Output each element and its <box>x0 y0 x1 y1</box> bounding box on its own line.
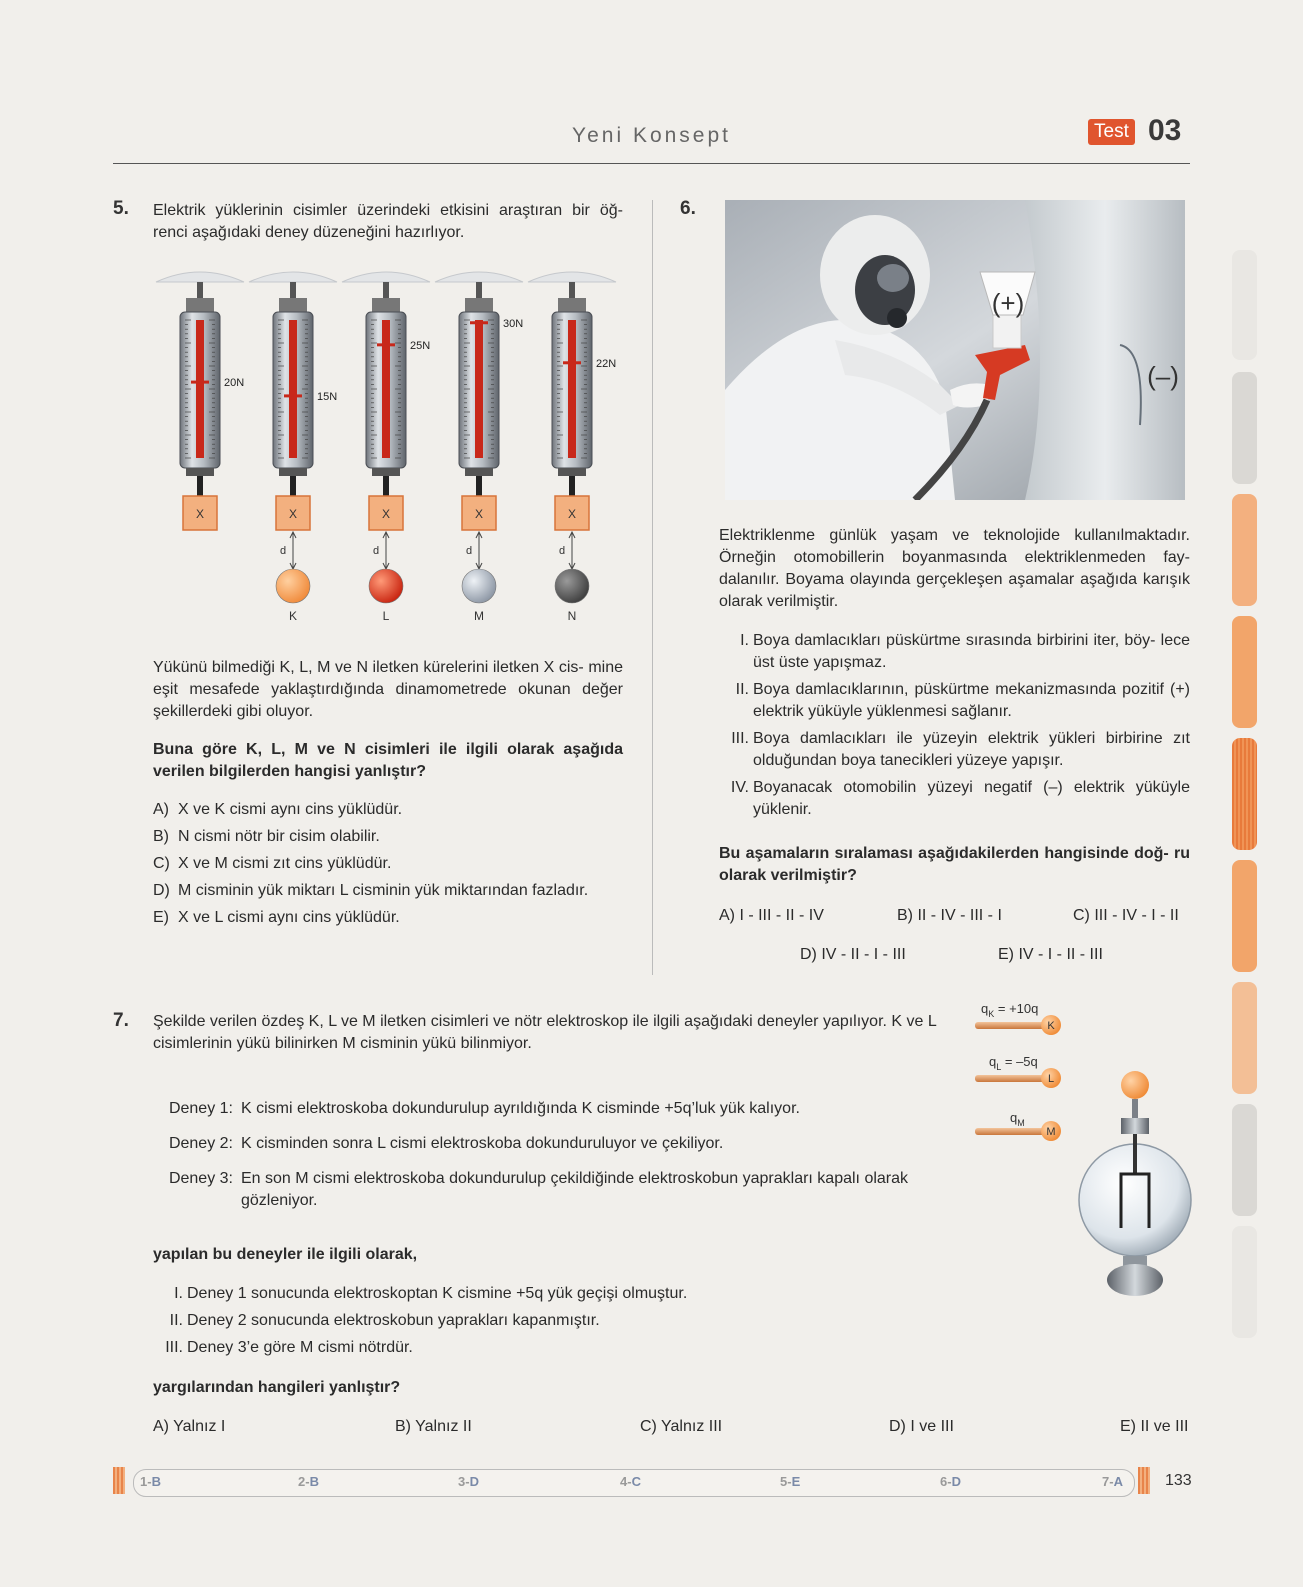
header-divider <box>113 163 1190 164</box>
step-text: Boya damlacıkları ile yüzeyin elektrik yükleri birbirine zıt olduğundan boya tanecikleri yüzeye yapışır. <box>753 730 1190 769</box>
ball-label: M <box>1046 1126 1056 1138</box>
charge-symbol: q <box>989 1054 997 1069</box>
experiment-label: Deney 2: <box>168 1135 233 1152</box>
q7-option-b[interactable]: B) Yalnız II <box>395 1418 472 1435</box>
option-a[interactable] <box>153 799 633 821</box>
option-key: A) <box>153 801 169 818</box>
distance-label: d <box>372 545 380 557</box>
sphere-label: L <box>382 609 390 623</box>
dynamometer <box>342 272 430 623</box>
negative-label: (–) <box>1147 361 1179 391</box>
q7-option-d[interactable]: D) I ve III <box>889 1418 954 1435</box>
answer-letter: A <box>1113 1474 1123 1489</box>
side-tab[interactable] <box>1232 860 1257 972</box>
experiment-text: En son M cismi elektroskoba dokundurulup çekildiğinde elektroskobun yaprakları kapalı olarak gözleniyor. <box>241 1170 909 1209</box>
option-e[interactable] <box>153 907 633 929</box>
question-7-number: 7. <box>113 1010 129 1031</box>
answer-number: 3- <box>458 1474 470 1489</box>
running-header: Yeni Konsept <box>572 124 731 147</box>
test-badge: Test <box>1088 119 1135 145</box>
answer-letter: E <box>791 1474 801 1489</box>
charge-symbol: q <box>1010 1110 1018 1125</box>
experiment-text: K cisminden sonra L cismi elektroskoba dokunduruluyor ve çekiliyor. <box>241 1135 724 1152</box>
block-label: X <box>381 507 391 521</box>
step-number: III. <box>731 730 749 747</box>
experiment-text: K cismi elektroskoba dokundurulup ayrıldığında K cisminde +5q’luk yük kalıyor. <box>241 1100 800 1117</box>
answer-letter: D <box>951 1474 961 1489</box>
step-text: Boyanacak otomobilin yüzeyi negatif (–) elektrik yüküyle yüklenir. <box>753 779 1190 818</box>
footer-stripe-right <box>1138 1467 1150 1494</box>
option-key: C) <box>153 855 170 872</box>
pointer <box>284 394 302 397</box>
experiment-label: Deney 3: <box>168 1170 233 1187</box>
step-number: IV. <box>730 779 749 796</box>
answer-letter: B <box>309 1474 319 1489</box>
option-text: M cisminin yük miktarı L cisminin yük miktarından fazladır. <box>178 882 589 899</box>
charge-subscript: M <box>1017 1118 1025 1128</box>
answer-7 <box>1102 1474 1123 1489</box>
step-i <box>719 630 1190 674</box>
option-c[interactable] <box>153 853 633 875</box>
question-6-number: 6. <box>680 198 696 219</box>
block-label: X <box>195 507 205 521</box>
sphere-l <box>369 569 403 603</box>
side-tab[interactable] <box>1232 616 1257 728</box>
charge-value: = +10q <box>994 1001 1039 1016</box>
side-tab[interactable] <box>1232 494 1257 606</box>
statement-text: Deney 3’e göre M cismi nötrdür. <box>187 1339 413 1356</box>
answer-letter: D <box>469 1474 479 1489</box>
experiment-2 <box>153 1133 973 1155</box>
question-5-body: Yükünü bilmediği K, L, M ve N iletken kürelerini iletken X cis- mine eşit mesafede yaklaştırdığında dinamometrede okunan değer şekillerdeki gibi oluyor. <box>153 659 623 720</box>
dynamometer <box>435 272 523 623</box>
step-iv <box>719 777 1190 821</box>
question-6-steps <box>719 630 1190 826</box>
sphere-label: N <box>567 609 577 623</box>
side-tab[interactable] <box>1232 250 1257 360</box>
question-7-statements <box>153 1283 933 1364</box>
block-label: X <box>474 507 484 521</box>
statement-number: II. <box>169 1312 183 1329</box>
svg-text:qM <box>1010 1110 1025 1128</box>
block-label: X <box>288 507 298 521</box>
test-number: 03 <box>1148 114 1182 147</box>
sphere-n <box>555 569 589 603</box>
question-7-prompt: yargılarından hangileri yanlıştır? <box>153 1379 401 1396</box>
pointer <box>470 321 488 324</box>
q6-option-d[interactable]: D) IV - II - I - III <box>800 946 906 963</box>
answer-number: 2- <box>298 1474 310 1489</box>
answer-3 <box>458 1474 479 1489</box>
ball-label: K <box>1047 1020 1055 1032</box>
statement-number: I. <box>174 1285 183 1302</box>
option-key: D) <box>153 882 170 899</box>
charge-subscript: K <box>988 1009 995 1019</box>
electroscope-base <box>1107 1264 1163 1296</box>
statement-text: Deney 2 sonucunda elektroskobun yaprakları kapanmıştır. <box>187 1312 600 1329</box>
svg-text:qK = +10q <box>981 1001 1038 1019</box>
statement-iii <box>153 1337 933 1359</box>
step-ii <box>719 679 1190 723</box>
q7-option-e[interactable]: E) II ve III <box>1120 1418 1189 1435</box>
dynamometer <box>156 272 244 530</box>
electroscope <box>1079 1071 1191 1296</box>
q7-option-c[interactable]: C) Yalnız III <box>640 1418 723 1435</box>
step-number: I. <box>740 632 749 649</box>
question-6-intro: Elektriklenme günlük yaşam ve teknolojide kullanılmaktadır. Örneğin otomobillerin boyanmasında elektriklenmeden fay- dalanılır. Boyama olayında gerçekleşen aşamalar aşağıda karışık olarak verilmiştir. <box>719 527 1190 610</box>
answer-number: 7- <box>1102 1474 1114 1489</box>
side-tab[interactable] <box>1232 372 1257 484</box>
pointer <box>377 343 395 346</box>
q6-option-a[interactable]: A) I - III - II - IV <box>719 907 824 924</box>
answer-4 <box>620 1474 641 1489</box>
rod-l <box>975 1054 1061 1088</box>
statement-text: Deney 1 sonucunda elektroskoptan K cismine +5q yük geçişi olmuştur. <box>187 1285 688 1302</box>
electroscope-knob <box>1121 1071 1149 1099</box>
dynamometer-figure <box>150 262 630 632</box>
side-tab[interactable] <box>1232 982 1257 1094</box>
step-iii <box>719 728 1190 772</box>
dynamometer-reading: 25N <box>410 339 431 352</box>
answer-1 <box>140 1474 161 1489</box>
side-tab-active[interactable] <box>1232 738 1257 850</box>
question-7-intro: Şekilde verilen özdeş K, L ve M iletken cisimleri ve nötr elektroskop ile ilgili aşağıdaki deneyler yapılıyor. K ve L cisimlerinin yükü bilinirken M cisminin yükü bilinmiyor. <box>153 1013 937 1052</box>
answer-letter: B <box>151 1474 161 1489</box>
question-5-number: 5. <box>113 198 129 219</box>
rod-k <box>975 1001 1061 1035</box>
experiment-label: Deney 1: <box>168 1100 233 1117</box>
sphere-label: K <box>288 609 298 623</box>
option-text: X ve M cismi zıt cins yüklüdür. <box>178 855 392 872</box>
dynamometer <box>528 272 616 623</box>
car-painting-photo <box>725 200 1185 500</box>
distance-label: d <box>558 545 566 557</box>
charge-symbol: q <box>981 1001 989 1016</box>
dynamometer-reading: 20N <box>224 377 245 390</box>
car-body <box>1025 200 1185 500</box>
question-5-prompt: Buna göre K, L, M ve N cisimleri ile ilgili olarak aşağıda verilen bilgilerden hangisi yanlıştır? <box>153 741 623 780</box>
option-text: X ve K cismi aynı cins yüklüdür. <box>178 801 403 818</box>
statement-i <box>153 1283 933 1305</box>
answer-6 <box>940 1474 961 1489</box>
question-5-intro: Elektrik yüklerinin cisimler üzerindeki etkisini araştıran bir öğ- renci aşağıdaki deney düzeneğini hazırlıyor. <box>153 202 623 241</box>
answer-2 <box>298 1474 319 1489</box>
statement-number: III. <box>165 1339 183 1356</box>
dynamometer-reading: 22N <box>596 357 617 370</box>
ball-label: L <box>1047 1073 1055 1085</box>
q6-option-e[interactable]: E) IV - I - II - III <box>998 946 1103 963</box>
side-tab[interactable] <box>1232 1104 1257 1216</box>
step-number: II. <box>735 681 749 698</box>
option-b[interactable] <box>153 826 633 848</box>
dynamometer-reading: 15N <box>317 390 338 403</box>
statement-ii <box>153 1310 933 1332</box>
q6-option-c[interactable]: C) III - IV - I - II <box>1073 907 1179 924</box>
option-key: E) <box>153 909 169 926</box>
sphere-label: M <box>474 609 484 623</box>
step-text: Boya damlacıklarının, püskürtme mekanizmasında pozitif (+) elektrik yüküyle yüklenmesi sağlanır. <box>753 681 1190 720</box>
footer-stripe-left <box>113 1467 125 1494</box>
side-tab[interactable] <box>1232 1226 1257 1338</box>
answer-letter: C <box>631 1474 641 1489</box>
block-label: X <box>567 507 577 521</box>
answer-number: 6- <box>940 1474 952 1489</box>
dynamometer-reading: 30N <box>503 317 524 330</box>
option-text: N cismi nötr bir cisim olabilir. <box>178 828 380 845</box>
charge-value: = –5q <box>1001 1054 1038 1069</box>
experiment-1 <box>153 1098 973 1120</box>
answer-5 <box>780 1474 800 1489</box>
question-6-prompt: Bu aşamaların sıralaması aşağıdakilerden hangisinde doğ- ru olarak verilmiştir? <box>719 845 1190 884</box>
q7-option-a[interactable]: A) Yalnız I <box>153 1418 226 1435</box>
question-5-options <box>153 799 633 934</box>
experiment-3 <box>153 1168 973 1212</box>
dynamometer <box>249 272 337 623</box>
answer-number: 1- <box>140 1474 152 1489</box>
distance-label: d <box>279 545 287 557</box>
charge-subscript: L <box>996 1062 1002 1072</box>
positive-label: (+) <box>991 288 1025 318</box>
pointer <box>563 361 581 364</box>
distance-label: d <box>465 545 473 557</box>
step-text: Boya damlacıkları püskürtme sırasında birbirini iter, böy- lece üst üste yapışmaz. <box>753 632 1190 671</box>
question-7-lead: yapılan bu deneyler ile ilgili olarak, <box>153 1246 418 1263</box>
option-key: B) <box>153 828 169 845</box>
rod-m <box>975 1110 1061 1141</box>
question-7-experiments <box>153 1098 973 1225</box>
answer-number: 4- <box>620 1474 632 1489</box>
column-divider <box>652 200 653 975</box>
page-number: 133 <box>1165 1472 1192 1489</box>
q6-option-b[interactable]: B) II - IV - III - I <box>897 907 1002 924</box>
electroscope-figure <box>975 1000 1195 1320</box>
svg-text:qL = –5q <box>989 1054 1038 1072</box>
sphere-m <box>462 569 496 603</box>
answer-number: 5- <box>780 1474 792 1489</box>
pointer <box>191 381 209 384</box>
sphere-k <box>276 569 310 603</box>
option-text: X ve L cismi aynı cins yüklüdür. <box>178 909 400 926</box>
option-d[interactable] <box>153 880 633 902</box>
